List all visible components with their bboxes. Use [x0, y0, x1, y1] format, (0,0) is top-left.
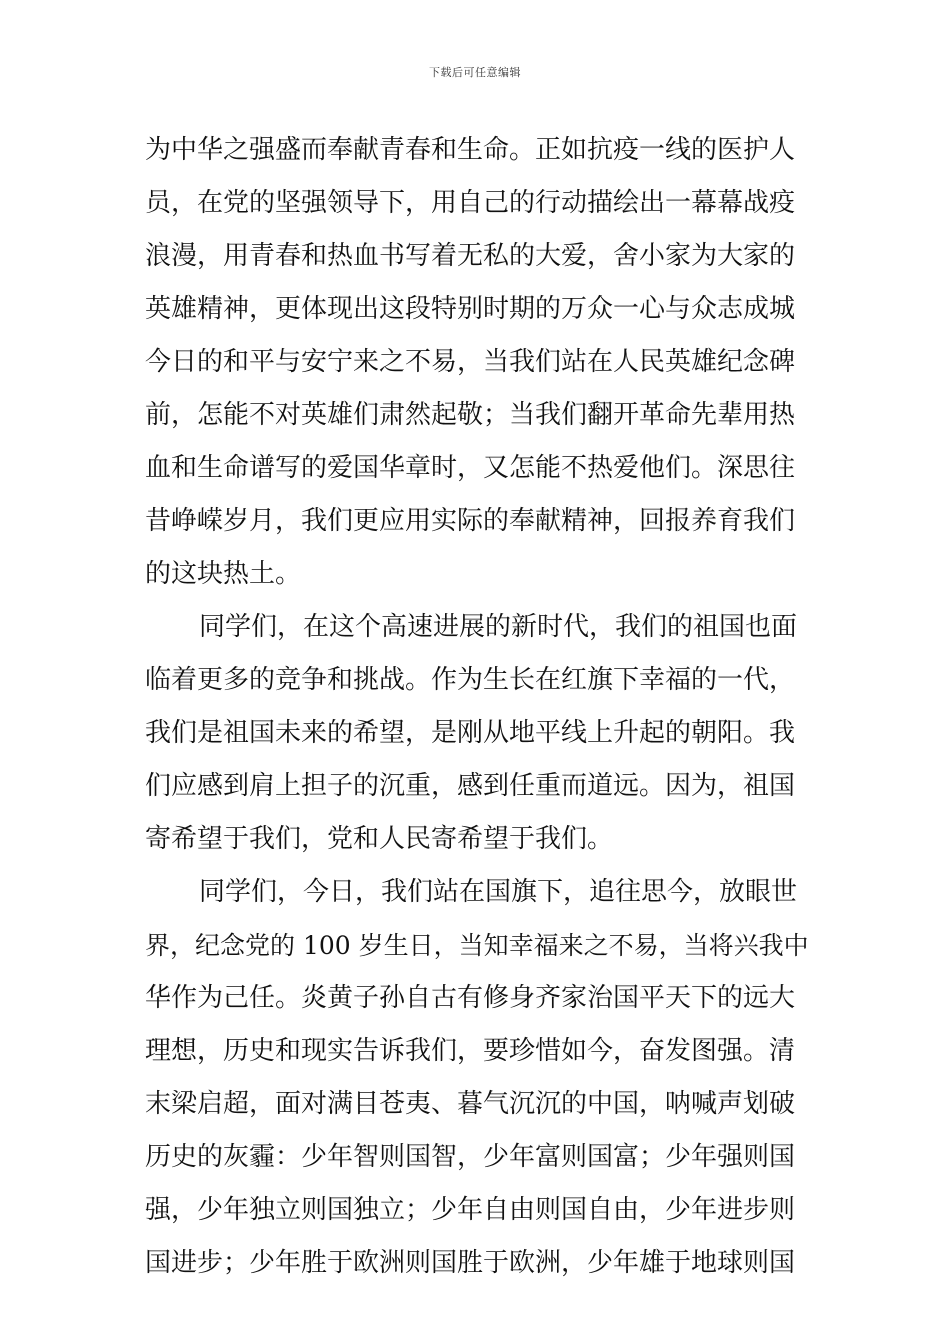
- text-line: 同学们，今日，我们站在国旗下，追往思今，放眼世: [199, 877, 798, 907]
- text-line: 强，少年独立则国独立；少年自由则国自由，少年进步则: [145, 1195, 796, 1225]
- text-line: 华作为己任。炎黄子孙自古有修身齐家治国平天下的远大: [145, 983, 796, 1013]
- text-line: 临着更多的竞争和挑战。作为生长在红旗下幸福的一代，: [145, 665, 796, 695]
- page-header-note: 下载后可任意编辑: [429, 66, 521, 79]
- text-line: 末梁启超，面对满目苍夷、暮气沉沉的中国，呐喊声划破: [145, 1089, 796, 1119]
- text-line: 今日的和平与安宁来之不易，当我们站在人民英雄纪念碑: [145, 347, 796, 377]
- text-line: 前，怎能不对英雄们肃然起敬；当我们翻开革命先辈用热: [145, 400, 796, 430]
- text-line: 员，在党的坚强领导下，用自己的行动描绘出一幕幕战疫: [145, 188, 796, 218]
- text-line: 浪漫，用青春和热血书写着无私的大爱，舍小家为大家的: [145, 241, 796, 271]
- text-line: 英雄精神，更体现出这段特别时期的万众一心与众志成城: [145, 294, 796, 324]
- text-line: 理想，历史和现实告诉我们，要珍惜如今，奋发图强。清: [145, 1036, 796, 1066]
- text-line: 同学们，在这个高速进展的新时代，我们的祖国也面: [199, 612, 798, 642]
- text-line: 历史的灰霾：少年智则国智，少年富则国富；少年强则国: [145, 1142, 796, 1172]
- text-line: 界，纪念党的 100 岁生日，当知幸福来之不易，当将兴我中: [145, 931, 809, 960]
- text-line: 血和生命谱写的爱国华章时，又怎能不热爱他们。深思往: [145, 453, 796, 483]
- text-line: 我们是祖国未来的希望，是刚从地平线上升起的朝阳。我: [145, 718, 796, 748]
- text-line: 寄希望于我们，党和人民寄希望于我们。: [145, 824, 614, 854]
- text-line: 为中华之强盛而奉献青春和生命。正如抗疫一线的医护人: [145, 135, 796, 165]
- text-line: 国进步；少年胜于欧洲则国胜于欧洲，少年雄于地球则国: [145, 1248, 796, 1278]
- text-line: 们应感到肩上担子的沉重，感到任重而道远。因为，祖国: [145, 771, 796, 801]
- body-text: [145, 124, 815, 1290]
- text-line: 的这块热土。: [145, 559, 302, 589]
- text-line: 昔峥嵘岁月，我们更应用实际的奉献精神，回报养育我们: [145, 506, 796, 536]
